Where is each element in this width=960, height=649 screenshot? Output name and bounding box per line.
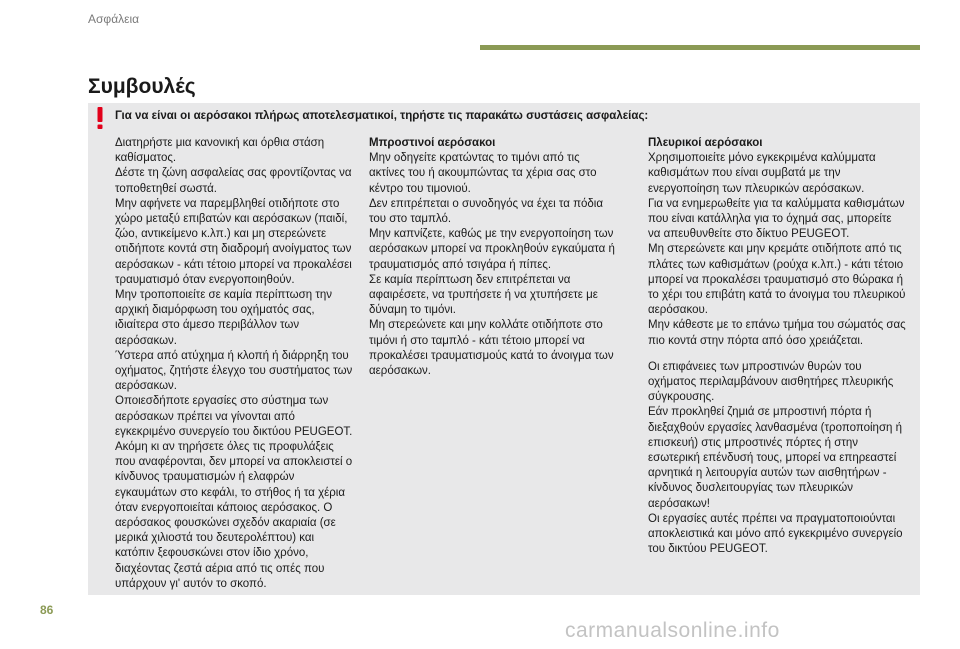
paragraph: Ακόμη κι αν τηρήσετε όλες τις προφυλάξεις που αναφέρονται, δεν μπορεί να αποκλειστεί ο κίνδυνος τραυματισμών ή ελαφρών εγκαυμάτων στο κεφάλι, το στήθος ή τα χέρια όταν ενεργοποιείται κάποιος αερόσακος. Ο αερόσακος φουσκώνει σχεδόν ακαριαία (σε μερικά χιλιοστά του δευτερολέπτου) και κατόπιν ξεφουσκώνει στον ίδιο χρόνο, διαχέοντας ζεστά αέρια από τις οπές που υπάρχουν γι' αυτόν το σκοπό. bbox=[115, 441, 353, 590]
watermark: carmanualsonline.info bbox=[565, 619, 780, 642]
paragraph: Για να ενημερωθείτε για τα καλύμματα καθισμάτων που είναι κατάλληλα για το όχημά σας, μπορείτε να απευθυνθείτε στο δίκτυο PEUGEOT. bbox=[648, 197, 905, 241]
side-airbags-heading: Πλευρικοί αερόσακοι bbox=[648, 137, 763, 149]
paragraph: Δεν επιτρέπεται ο συνοδηγός να έχει τα πόδια του στο ταμπλό. bbox=[369, 197, 604, 226]
exclamation-icon bbox=[97, 107, 103, 129]
paragraph: Χρησιμοποιείτε μόνο εγκεκριμένα καλύμματα καθισμάτων που είναι συμβατά με την ενεργοποίηση των πλευρικών αερόσακων. bbox=[648, 152, 876, 195]
paragraph: Μην τροποποιείτε σε καμία περίπτωση την αρχική διαμόρφωση του οχήματός σας, ιδιαίτερα στο άμεσο περιβάλλον των αερόσακων. bbox=[115, 289, 333, 347]
header-rule bbox=[480, 45, 920, 50]
paragraph: Οποιεσδήποτε εργασίες στο σύστημα των αερόσακων πρέπει να γίνονται από εγκεκριμένο συνεργείο του δικτύου PEUGEOT. bbox=[115, 395, 353, 438]
paragraph: Μην οδηγείτε κρατώντας το τιμόνι από τις ακτίνες του ή ακουμπώντας τα χέρια σας στο κέντρο του τιμονιού. bbox=[369, 152, 597, 195]
paragraph: Σε καμία περίπτωση δεν επιτρέπεται να αφαιρέσετε, να τρυπήσετε ή να χτυπήσετε με δύναμη το τιμόνι. bbox=[369, 273, 598, 317]
paragraph: Οι επιφάνειες των μπροστινών θυρών του οχήματος περιλαμβάνουν αισθητήρες πλευρικής σύγκρουσης. bbox=[648, 360, 894, 404]
paragraph: Μη στερεώνετε και μην κρεμάτε οτιδήποτε από τις πλάτες των καθισμάτων (ρούχα κ.λπ.) - κάτι τέτοιο μπορεί να προκαλέσει τραυματισμό στο θώρακα ή το χέρι του επιβάτη κατά το άνοιγμα του πλευρικού αερόσακου. bbox=[648, 243, 906, 317]
side-airbags-column bbox=[648, 136, 906, 557]
warning-intro: Για να είναι οι αερόσακοι πλήρως αποτελεσματικοί, τηρήστε τις παρακάτω συστάσεις ασφαλείας: bbox=[115, 110, 649, 122]
paragraph: Μην καπνίζετε, καθώς με την ενεργοποίηση των αερόσακων μπορεί να προκληθούν εγκαύματα ή τραυματισμός από τσιγάρα ή πίπες. bbox=[369, 228, 615, 271]
paragraph: Μην αφήνετε να παρεμβληθεί οτιδήποτε στο χώρο μεταξύ επιβατών και αερόσακων (παιδί, ζώο, αντικείμενο κ.λπ.) και μη στερεώνετε οτιδήποτε κοντά στη διαδρομή ανοίγματος των αερόσακων - κάτι τέτοιο μπορεί να προκαλέσει τραυματισμό όταν ενεργοποιηθούν. bbox=[115, 197, 352, 286]
paragraph: Μην κάθεστε με το επάνω τμήμα του σώματός σας πιο κοντά στην πόρτα από όσο χρειάζεται. bbox=[648, 319, 906, 347]
paragraph: Δέστε τη ζώνη ασφαλείας σας φροντίζοντας να τοποθετηθεί σωστά. bbox=[115, 167, 352, 195]
page-number: 86 bbox=[40, 603, 54, 617]
section-label: Ασφάλεια bbox=[88, 12, 140, 26]
paragraph: Διατηρήστε μια κανονική και όρθια στάση καθίσματος. bbox=[115, 137, 325, 165]
general-advice-column bbox=[115, 136, 355, 592]
paragraph: Οι εργασίες αυτές πρέπει να πραγματοποιούνται αποκλειστικά και μόνο από εγκεκριμένο συνεργείο του δικτύου PEUGEOT. bbox=[648, 512, 903, 556]
paragraph: Εάν προκληθεί ζημιά σε μπροστινή πόρτα ή διεξαχθούν εργασίες λανθασμένα (τροποποίηση ή επισκευή) στις μπροστινές πόρτες ή στην εσωτερική επένδυσή τους, μπορεί να επηρεαστεί αρνητικά η λειτουργία αυτών των αισθητήρων - κίνδυνος δυσλειτουργίας των πλευρικών αερόσακων! bbox=[648, 406, 903, 510]
front-airbags-column bbox=[369, 136, 617, 379]
page-title: Συμβουλές bbox=[88, 75, 196, 98]
front-airbags-heading: Μπροστινοί αερόσακοι bbox=[369, 137, 496, 149]
paragraph: Ύστερα από ατύχημα ή κλοπή ή διάρρηξη του οχήματος, ζητήστε έλεγχο του συστήματος των αερόσακων. bbox=[115, 349, 353, 393]
paragraph: Μη στερεώνετε και μην κολλάτε οτιδήποτε στο τιμόνι ή στο ταμπλό - κάτι τέτοιο μπορεί να προκαλέσει τραυματισμούς κατά το άνοιγμα των αερόσακων. bbox=[369, 319, 614, 378]
